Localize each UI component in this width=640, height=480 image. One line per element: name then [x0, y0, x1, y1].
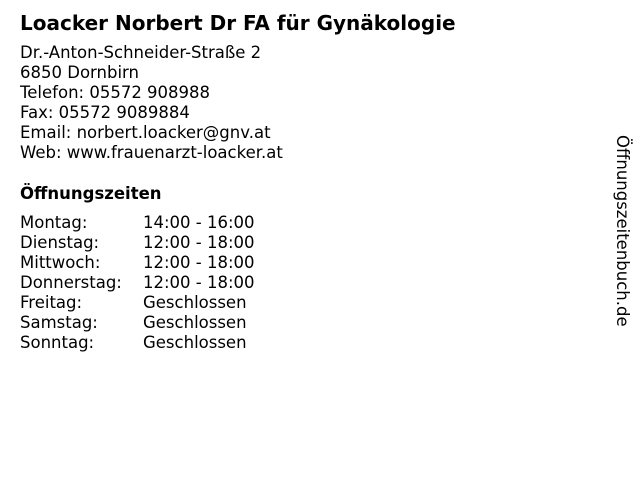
hours-row-thursday — [20, 273, 255, 293]
day-label: Samstag: — [20, 313, 98, 332]
time-value: 12:00 - 18:00 — [143, 253, 255, 272]
day-label: Dienstag: — [20, 233, 100, 252]
day-label: Donnerstag: — [20, 273, 122, 292]
email-line: Email: norbert.loacker@gnv.at — [20, 123, 271, 142]
hours-row-friday — [20, 293, 255, 313]
site-watermark: Öffnungszeitenbuch.de — [613, 135, 632, 327]
time-value: Geschlossen — [143, 313, 247, 332]
opening-hours-heading: Öffnungszeiten — [20, 184, 162, 203]
day-label: Montag: — [20, 213, 88, 232]
time-value: 12:00 - 18:00 — [143, 273, 255, 292]
day-label: Freitag: — [20, 293, 83, 312]
time-value: 14:00 - 16:00 — [143, 213, 255, 232]
contact-block — [20, 43, 283, 163]
hours-row-wednesday — [20, 253, 255, 273]
fax-line: Fax: 05572 9089884 — [20, 103, 190, 122]
time-value: Geschlossen — [143, 293, 247, 312]
time-value: Geschlossen — [143, 333, 247, 352]
address-street: Dr.-Anton-Schneider-Straße 2 — [20, 43, 262, 62]
hours-row-monday — [20, 213, 255, 233]
phone-line: Telefon: 05572 908988 — [20, 83, 211, 102]
opening-hours-table — [20, 213, 255, 353]
hours-row-saturday — [20, 313, 255, 333]
web-line: Web: www.frauenarzt-loacker.at — [20, 143, 283, 162]
hours-row-tuesday — [20, 233, 255, 253]
address-city: 6850 Dornbirn — [20, 63, 139, 82]
day-label: Mittwoch: — [20, 253, 101, 272]
business-title: Loacker Norbert Dr FA für Gynäkologie — [20, 11, 456, 35]
day-label: Sonntag: — [20, 333, 95, 352]
time-value: 12:00 - 18:00 — [143, 233, 255, 252]
hours-row-sunday — [20, 333, 255, 353]
